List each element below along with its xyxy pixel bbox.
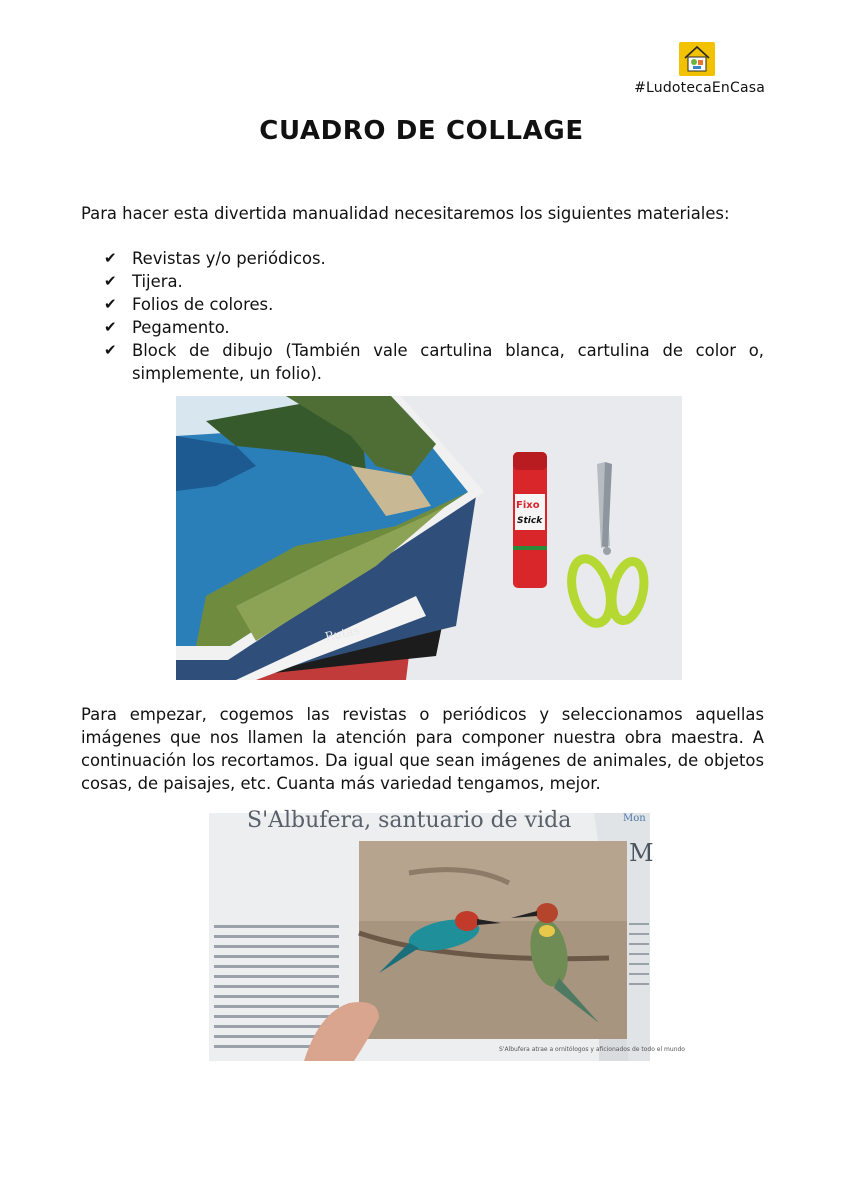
list-item: ✔ Folios de colores. <box>104 295 274 314</box>
check-icon: ✔ <box>104 272 117 290</box>
check-icon: ✔ <box>104 249 117 267</box>
materials-list <box>104 247 764 385</box>
check-icon: ✔ <box>104 341 117 359</box>
list-item: ✔ Block de dibujo (También vale cartulina blanca, cartulina de color o, simplemente, un folio). <box>104 341 764 383</box>
materials-photo <box>176 396 682 680</box>
hashtag-text: #LudotecaEnCasa <box>634 80 765 96</box>
list-item: ✔ Revistas y/o periódicos. <box>104 249 326 268</box>
page-title: CUADRO DE COLLAGE <box>259 116 584 146</box>
magazine-side-word: Mon <box>623 813 646 824</box>
intro-paragraph: Para hacer esta divertida manualidad necesitaremos los siguientes materiales: <box>81 204 730 223</box>
magazine-text: Rutas <box>323 622 361 644</box>
glue-label-text: Stick <box>517 516 543 526</box>
magazine-side-letter: M <box>629 839 654 867</box>
glue-brand-text: Fixo <box>516 500 540 511</box>
house-logo-icon <box>679 42 715 76</box>
list-item: ✔ Pegamento. <box>104 318 230 337</box>
magazine-headline: S'Albufera, santuario de vida <box>247 808 572 833</box>
body-paragraph: Para empezar, cogemos las revistas o periódicos y seleccionamos aquellas imágenes que nos llamen la atención para componer nuestra obra maestra. A continuación los recortamos. Da igual que sean imágenes de animales, de objetos cosas, de paisajes, etc. Cuanta más variedad tengamos, mejor. <box>81 705 764 793</box>
check-icon: ✔ <box>104 295 117 313</box>
check-icon: ✔ <box>104 318 117 336</box>
photo-caption: S'Albufera atrae a ornitólogos y aficionados de todo el mundo <box>499 1046 685 1053</box>
list-item: ✔ Tijera. <box>104 272 183 291</box>
magazine-birds-photo <box>209 808 685 1061</box>
